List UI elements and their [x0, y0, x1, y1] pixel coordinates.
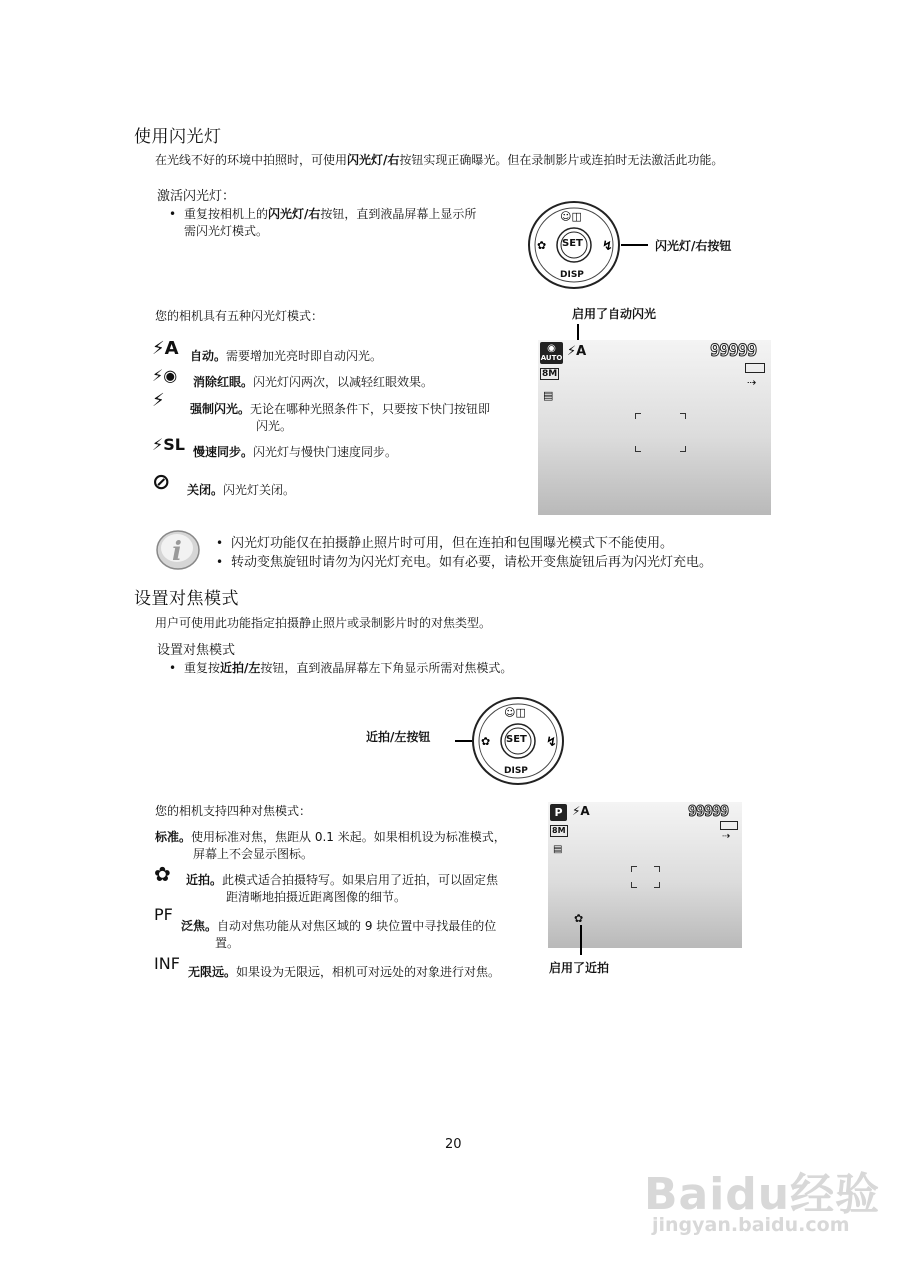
page-number: 20	[445, 1137, 462, 1152]
focus-modes-heading: 您的相机支持四种对焦模式：	[155, 804, 312, 818]
mode-name: 关闭。	[187, 483, 224, 497]
mode-name: 标准。	[155, 830, 192, 844]
mode-desc: 自动对焦功能从对焦区域的 9 块位置中寻找最佳的位	[217, 919, 497, 933]
flash-mode-auto	[190, 348, 382, 365]
battery-icon	[745, 363, 765, 373]
focus-intro: 用户可使用此功能指定拍摄静止照片或录制影片时的对焦类型。	[155, 616, 492, 630]
control-dial-macro	[471, 696, 567, 786]
focus-corner	[631, 866, 637, 872]
bullet: •	[216, 536, 224, 550]
bullet: •	[169, 661, 177, 675]
svg-text:✿: ✿	[481, 735, 491, 748]
focus-sub-heading: 设置对焦模式	[157, 643, 236, 658]
memory-icon: ⇢	[747, 376, 757, 389]
focus-mode-macro	[186, 872, 498, 906]
camera-mode-icon: ◉ AUTO	[540, 343, 563, 362]
auto-flash-icon: ⚡A	[567, 344, 587, 359]
set-button-label: SET	[562, 238, 583, 249]
shot-counter: 99999	[710, 341, 757, 361]
mode-desc-2: 置。	[215, 936, 240, 950]
mode-desc: 使用标准对焦，焦距从 0.1 米起。如果相机设为标准模式，	[191, 830, 506, 844]
focus-mode-infinity	[188, 964, 500, 981]
memory-icon: ⇢	[722, 831, 731, 842]
auto-flash-callout: 启用了自动闪光	[572, 307, 657, 321]
activate-flash-bullet	[169, 206, 477, 240]
focus-corner	[654, 882, 660, 888]
flash-off-icon: ⊘	[152, 470, 171, 495]
mode-name: 强制闪光。	[190, 402, 251, 416]
mode-name: 消除红眼。	[193, 375, 254, 389]
focus-mode-standard	[155, 829, 506, 863]
focus-text: 重复按	[184, 661, 221, 675]
image-size-icon: 8M	[552, 826, 566, 835]
callout-line	[577, 324, 579, 340]
disp-button-label: DISP	[560, 270, 584, 280]
mode-name: 泛焦。	[181, 919, 218, 933]
callout-line	[580, 925, 582, 955]
focus-corner	[680, 413, 686, 419]
mode-desc: 闪光灯与慢快门速度同步。	[253, 445, 398, 459]
mode-desc-2: 闪光。	[256, 419, 293, 433]
flash-intro	[155, 152, 723, 169]
flash-modes-heading: 您的相机具有五种闪光灯模式：	[155, 309, 324, 323]
mode-desc: 闪光灯闪两次，以减轻红眼效果。	[253, 375, 434, 389]
note-text: 闪光灯功能仅在拍摄静止照片时可用，但在连拍和包围曝光模式下不能使用。	[231, 536, 674, 551]
flash-intro-text: 在光线不好的环境中拍照时，可使用	[155, 153, 348, 167]
set-button-label: SET	[506, 734, 527, 745]
flash-mode-slow-sync	[193, 444, 397, 461]
forced-flash-icon: ⚡	[152, 390, 165, 411]
shot-counter: 99999	[688, 802, 729, 820]
mode-desc: 无论在哪种光照条件下，只要按下快门按钮即	[250, 402, 491, 416]
activate-text: 重复按相机上的	[184, 207, 269, 221]
bullet: •	[216, 555, 224, 569]
section-title-flash: 使用闪光灯	[134, 127, 222, 147]
disp-button-label: DISP	[504, 766, 528, 776]
flash-auto-icon: ⚡A	[152, 338, 179, 359]
mode-name: 无限远。	[188, 965, 237, 979]
program-mode-icon: P	[550, 804, 567, 821]
macro-indicator-icon: ✿	[574, 912, 584, 925]
mode-name: 自动。	[190, 349, 227, 363]
activate-text-3: 需闪光灯模式。	[184, 224, 269, 238]
flash-intro-bold: 闪光灯/右	[347, 153, 400, 167]
svg-text:✿: ✿	[537, 239, 547, 252]
auto-flash-icon: ⚡A	[572, 804, 590, 818]
focus-corner	[654, 866, 660, 872]
note-2	[216, 554, 713, 571]
info-icon	[156, 529, 200, 571]
red-eye-icon: ⚡◉	[152, 366, 178, 385]
focus-corner	[635, 446, 641, 452]
note-1	[216, 535, 674, 552]
control-dial-flash	[527, 200, 623, 290]
bullet: •	[169, 207, 177, 221]
macro-enabled-callout: 启用了近拍	[549, 961, 610, 975]
flash-intro-text-2: 按钮实现正确曝光。但在录制影片或连拍时无法激活此功能。	[399, 153, 724, 167]
mode-desc: 闪光灯关闭。	[223, 483, 296, 497]
svg-text:☺◫: ☺◫	[560, 210, 582, 223]
quality-icon: ▤	[553, 844, 563, 855]
focus-corner	[635, 413, 641, 419]
focus-bold: 近拍/左	[220, 661, 261, 675]
infinity-icon: INF	[154, 954, 180, 973]
macro-icon: ✿	[154, 862, 171, 886]
mode-desc-2: 屏幕上不会显示图标。	[193, 847, 314, 861]
lcd-screen-macro	[548, 802, 742, 948]
activate-text-2: 按钮，直到液晶屏幕上显示所	[320, 207, 477, 221]
svg-text:i: i	[172, 537, 182, 567]
callout-line	[621, 244, 648, 246]
focus-mode-pan	[181, 918, 496, 952]
slow-sync-icon: ⚡SL	[152, 435, 185, 454]
focus-corner	[680, 446, 686, 452]
flash-button-callout: 闪光灯/右按钮	[655, 239, 732, 253]
svg-text:☺◫: ☺◫	[504, 706, 526, 719]
mode-name: 近拍。	[186, 873, 223, 887]
macro-button-callout: 近拍/左按钮	[366, 730, 431, 744]
lcd-screen-flash	[538, 340, 771, 515]
mode-desc-2: 距清晰地拍摄近距离图像的细节。	[226, 890, 407, 904]
mode-name: 慢速同步。	[193, 445, 254, 459]
focus-bullet	[169, 660, 513, 677]
flash-mode-off	[187, 482, 295, 499]
activate-bold: 闪光灯/右	[268, 207, 321, 221]
info-icon-graphic	[156, 529, 200, 571]
baidu-watermark-logo: Baidu经验	[644, 1169, 881, 1220]
quality-icon: ▤	[543, 389, 554, 402]
pan-focus-icon: PF	[154, 905, 173, 924]
activate-flash-heading: 激活闪光灯：	[157, 189, 236, 204]
battery-icon	[720, 821, 738, 830]
flash-mode-forced	[190, 401, 490, 435]
focus-text-2: 按钮，直到液晶屏幕左下角显示所需对焦模式。	[260, 661, 513, 675]
svg-text:↯: ↯	[602, 239, 613, 254]
image-size-icon: 8M	[542, 369, 558, 379]
mode-label: AUTO	[540, 354, 563, 362]
focus-corner	[631, 882, 637, 888]
mode-desc: 此模式适合拍摄特写。如果启用了近拍，可以固定焦	[222, 873, 499, 887]
mode-desc: 需要增加光亮时即自动闪光。	[226, 349, 383, 363]
section-title-focus: 设置对焦模式	[134, 589, 239, 609]
flash-mode-red-eye	[193, 374, 433, 391]
note-text: 转动变焦旋钮时请勿为闪光灯充电。如有必要，请松开变焦旋钮后再为闪光灯充电。	[231, 555, 713, 570]
mode-desc: 如果设为无限远，相机可对远处的对象进行对焦。	[236, 965, 501, 979]
svg-text:↯: ↯	[546, 735, 557, 750]
baidu-watermark-url: jingyan.baidu.com	[652, 1214, 850, 1236]
